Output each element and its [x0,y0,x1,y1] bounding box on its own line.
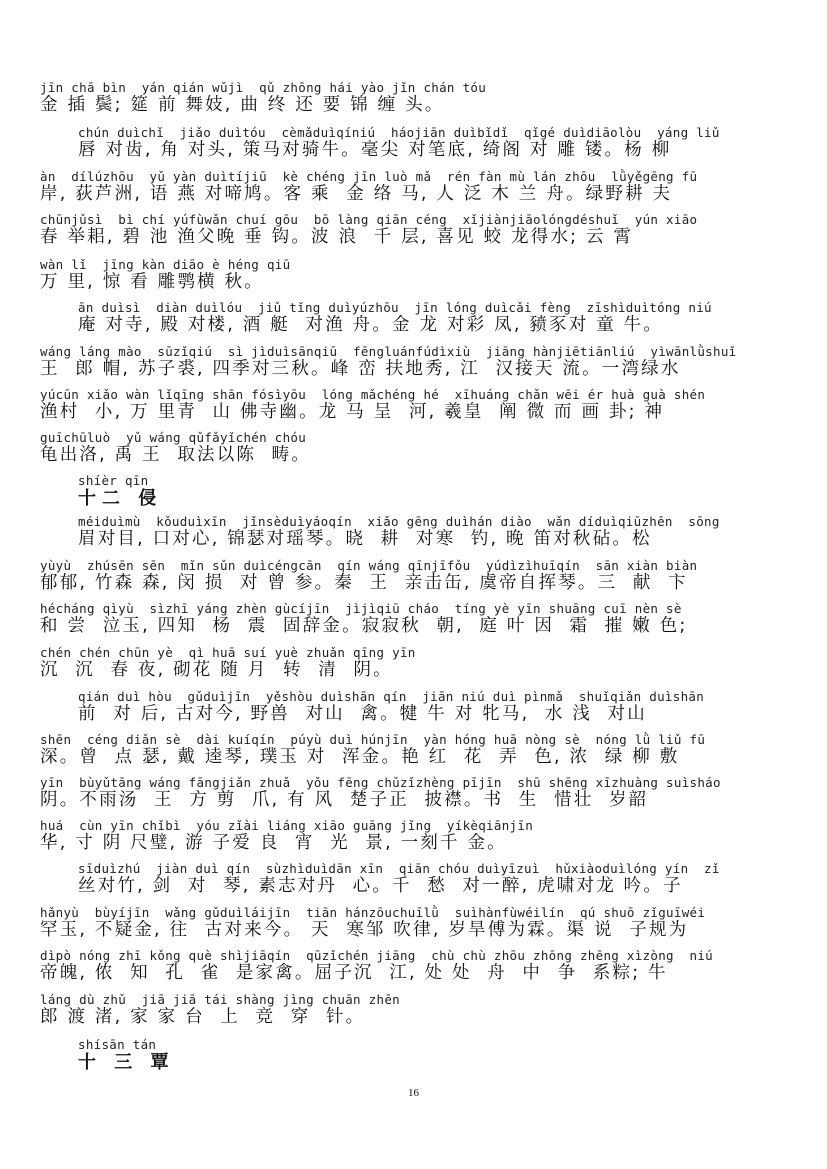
pinyin-line: guīchūluò yǔ wáng qǔfǎyǐchén chóu [40,430,307,445]
pinyin-line: wàn lǐ jīng kàn diāo è héng qiū [40,257,291,272]
verse-line [78,861,800,897]
pinyin-line: chún duìchǐ jiǎo duìtóu cèmǎduìqíniú háojiān duìbǐdǐ qǐgé duìdiāolòu yáng liǔ [78,125,720,140]
hanzi-line: 万 里, 惊 看 雕鹗横 秋。 [40,272,264,292]
pinyin-line: àn dílúzhōu yǔ yàn duìtíjiū kè chéng jīn luò mǎ rén fàn mù lán zhōu lǜyěgēng fū [40,169,698,184]
hanzi-line: 金 插 鬓; 筵 前 舞妓, 曲 终 还 要 锦 缠 头。 [40,95,445,115]
section-heading-title: 十 三 覃 [78,1052,175,1073]
section-heading-pinyin: shísān tán [78,1037,157,1052]
hanzi-line: 春 举耜, 碧 池 渔父晚 垂 钩。波 浪 千 层, 喜见 蛟 龙得水; 云 霄 [40,227,634,247]
verse-line [40,905,800,941]
hanzi-line: 岸, 荻芦洲, 语 燕 对啼鸠。客 乘 金 络 马, 人 泛 木 兰 舟。绿野耕 夫 [40,184,673,204]
verse-line [78,125,800,161]
verse-line [40,818,800,854]
hanzi-line: 丝对竹, 剑 对 琴, 素志对丹 心。千 愁 对一醉, 虎啸对龙 吟。子 [78,876,683,896]
pinyin-line: jīn chā bìn yán qián wǔjì qǔ zhōng hái yào jǐn chán tóu [40,80,487,95]
pinyin-line: dìpò nóng zhī kǒng què shìjiāqín qūzǐchén jiāng chù chù zhōu zhōng zhēng xìzòng niú [40,948,714,963]
hanzi-line: 罕玉, 不疑金, 往 古对来今。 天 寒邹 吹律, 岁旱傅为霖。渠 说 子规为 [40,920,689,940]
hanzi-line: 和 尝 泣玉, 四知 杨 震 固辞金。寂寂秋 朝, 庭 叶 因 霜 摧 嫩 色; [40,616,688,636]
pinyin-line: láng dù zhǔ jiā jiā tái shàng jìng chuān zhēn [40,992,400,1007]
pinyin-line: yùyù zhúsēn sēn mǐn sǔn duìcéngcān qín wáng qīnjīfǒu yúdìzìhuīqín sān xiàn biàn [40,558,698,573]
hanzi-line: 阴。不雨汤 王 方 剪 爪, 有 风 楚子正 披襟。书 生 惜壮 岁韶 [40,790,649,810]
verse-line [40,430,800,466]
pinyin-line: hǎnyù bùyíjīn wǎng gǔduìláijīn tiān hánzōuchuīlǜ suìhànfùwéilín qú shuō zǐguīwéi [40,905,706,920]
pinyin-line: sīduìzhú jiàn duì qín sùzhìduìdān xīn qiān chóu duìyīzuì hǔxiàoduìlóng yín zǐ [78,861,720,876]
pinyin-line: qián duì hòu gǔduìjīn yěshòu duìshān qín jiān niú duì pìnmǎ shuǐqiǎn duìshān [78,689,705,704]
pinyin-line: méiduìmù kǒuduìxīn jǐnsèduìyáoqín xiǎo gēng duìhán diào wǎn díduìqiūzhēn sōng [78,514,720,529]
pinyin-line: yúcūn xiǎo wàn lǐqīng shān fósìyōu lóng mǎchéng hé xīhuáng chǎn wēi ér huà guà shén [40,387,706,402]
hanzi-line: 王 郎 帽, 苏子裘, 四季对三秋。峰 峦 扶地秀, 江 汉接天 流。一湾绿水 [40,359,681,379]
verse-line [40,645,800,681]
page-number: 16 [408,1087,419,1099]
verse-line [40,732,800,768]
pinyin-line: shēn céng diǎn sè dài kuíqín púyù duì húnjīn yàn hóng huā nòng sè nóng lǜ liǔ fū [40,732,706,747]
section-heading-title: 十二 侵 [78,488,163,509]
verse-line [40,80,800,116]
pinyin-line: yīn bùyǔtāng wáng fāngjiǎn zhuǎ yǒu fēng chǔzǐzhèng pījīn shū shēng xīzhuàng suìsháo [40,775,721,790]
section-heading [78,473,800,510]
verse-line [40,344,800,380]
pinyin-line: huá cùn yīn chǐbì yóu zǐài liáng xiāo guāng jǐng yíkèqiānjīn [40,818,534,833]
hanzi-line: 帝魄, 侬 知 孔 雀 是家禽。屈子沉 江, 处 处 舟 中 争 系粽; 牛 [40,963,668,983]
pinyin-line: hécháng qìyù sìzhī yáng zhèn gùcíjīn jìjìqiū cháo tíng yè yīn shuāng cuī nèn sè [40,601,682,616]
hanzi-line: 唇 对齿, 角 对头, 策马对骑牛。毫尖 对笔底, 绮阁 对 雕 镂。杨 柳 [78,140,672,160]
verse-line [40,387,800,423]
pinyin-line: ān duìsì diàn duìlóu jiǔ tǐng duìyúzhōu jīn lóng duìcǎi fèng zīshìduìtóng niú [78,300,712,315]
hanzi-line: 龟出洛, 禹 王 取法以陈 畴。 [40,445,312,465]
verse-line [40,169,800,205]
hanzi-line: 深。曾 点 瑟, 戴 逵琴, 璞玉 对 浑金。艳 红 花 弄 色, 浓 绿 柳 敷 [40,747,680,767]
verse-line [40,212,800,248]
pinyin-line: chūnjǔsì bì chí yúfùwǎn chuí gōu bō làng qiān céng xǐjiànjiāolóngdéshuǐ yún xiāo [40,212,698,227]
hanzi-line: 华, 寸 阴 尺璧, 游 子爱 良 宵 光 景, 一刻千 金。 [40,833,507,853]
verse-line [40,257,800,293]
hanzi-line: 眉对目, 口对心, 锦瑟对瑶琴。晓 耕 对寒 钓, 晚 笛对秋砧。松 [78,529,652,549]
hanzi-line: 渔村 小, 万 里青 山 佛寺幽。龙 马 呈 河, 羲皇 阐 微 而 画 卦; 神 [40,402,665,422]
verse-line [40,992,800,1028]
hanzi-line: 前 对 后, 古对今, 野兽 对山 禽。犍 牛 对 牝马, 水 浅 对山 [78,704,647,724]
verse-line [40,558,800,594]
pinyin-line: chén chén chūn yè qì huā suí yuè zhuǎn qīng yīn [40,645,416,660]
hanzi-line: 郎 渡 渚, 家 家 台 上 竞 穿 针。 [40,1007,366,1027]
verse-line [78,300,800,336]
hanzi-line: 沉 沉 春 夜, 砌花 随 月 转 清 阴。 [40,660,393,680]
section-heading [78,1037,800,1074]
verse-line [40,948,800,984]
hanzi-line: 庵 对寺, 殿 对楼, 酒 艇 对渔 舟。金 龙 对彩 凤, 豮豕对 童 牛。 [78,315,664,335]
verse-line [78,514,800,550]
pinyin-line: wáng láng mào sūzǐqiú sì jìduìsānqiū fēngluánfúdìxiù jiāng hànjiētiānliú yìwānlǜshuǐ [40,344,737,359]
verse-line [40,775,800,811]
verse-line [78,689,800,725]
hanzi-line: 郁郁, 竹森 森, 闵 损 对 曾 参。秦 王 亲击缶, 虞帝自挥琴。三 献 卞 [40,573,688,593]
section-heading-pinyin: shíèr qīn [78,473,149,488]
verse-line [40,601,800,637]
